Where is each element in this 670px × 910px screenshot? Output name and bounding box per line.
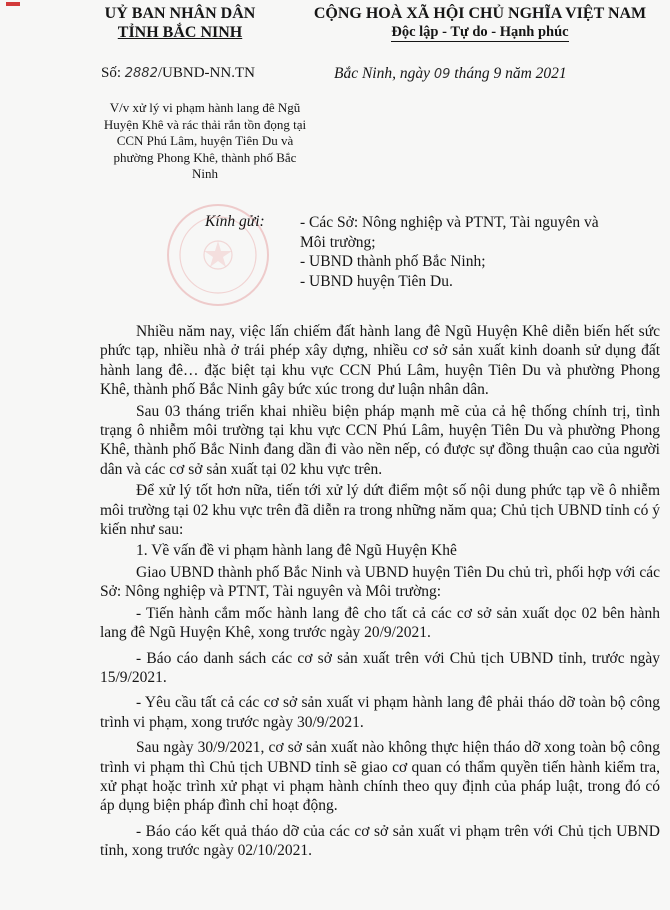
org-line-1: UỶ BAN NHÂN DÂN [104,5,256,22]
body-paragraph: - Tiến hành cắm mốc hành lang đê cho tất cả các cơ sở sản xuất dọc 02 bên hành lang đê Ngũ Huyện Khê, xong trước ngày 20/9/2021. [100,604,660,642]
body-paragraph: Sau 03 tháng triển khai nhiều biện pháp mạnh mẽ của cả hệ thống chính trị, tình trạng ô nhiễm môi trường tại khu vực CCN Phú Lâm, huyện Tiên Du và phường Phong Khê, thành phố Bắc Ninh đang dần đi vào nền nếp, có được sự đồng thuận cao của người dân và các cơ sở sản xuất tại 02 khu vực trên. [100,402,660,478]
document-date [334,65,567,83]
recipient-item: - Các Sở: Nông nghiệp và PTNT, Tài nguyên và [300,214,599,231]
corner-red-mark [6,2,20,6]
date-prefix: Bắc Ninh, ngày [334,65,430,82]
recipient-item: - UBND thành phố Bắc Ninh; [300,253,486,270]
nation-line-1: CỘNG HOÀ XÃ HỘI CHỦ NGHĨA VIỆT NAM [313,5,647,22]
body-paragraph: Nhiều năm nay, việc lấn chiếm đất hành lang đê Ngũ Huyện Khê diễn biến hết sức phức tạp, nhiều nhà ở trái phép xây dựng, nhiều cơ sở sản xuất kinh doanh sử dụng đất hành lang đê… đặc biệt tại khu vực CCN Phú Lâm, huyện Tiên Du và phường Phong Khê, thành phố Bắc Ninh gây bức xúc trong dư luận nhân dân. [100,323,660,399]
body-paragraph: - Báo cáo danh sách các cơ sở sản xuất trên với Chủ tịch UBND tỉnh, trước ngày 15/9/2021. [100,649,660,686]
body-paragraph: Giao UBND thành phố Bắc Ninh và UBND huyện Tiên Du chủ trì, phối hợp với các Sở: Nông nghiệp và PTNT, Tài nguyên và Môi trường: [100,563,660,601]
recipient-item: Môi trường; [300,233,376,251]
body-paragraph: Sau ngày 30/9/2021, cơ sở sản xuất nào không thực hiện tháo dỡ xong toàn bộ công trình vi phạm thì Chủ tịch UBND tỉnh sẽ giao cơ quan có thẩm quyền tiến hành kiểm tra, xử phạt hoặc trình xử phạt vi phạm hành chính theo quy định của pháp luật, trong đó có áp dụng biện pháp đình chỉ hoạt động. [100,739,660,815]
recipients-label: Kính gửi: [205,213,265,230]
recipients-list [300,213,650,291]
issuing-authority [80,4,280,42]
body-paragraph: Để xử lý tốt hơn nữa, tiến tới xử lý dứt điểm một số nội dung phức tạp về ô nhiễm môi trường tại 02 khu vực trên đã diễn ra trong những năm qua; Chủ tịch UBND tỉnh có ý kiến như sau: [100,482,660,539]
doc-number-prefix: Số: [101,65,122,81]
subject-summary: V/v xử lý vi phạm hành lang đê Ngũ Huyện Khê và rác thải rắn tồn đọng tại CCN Phú Lâm, huyện Tiên Du và phường Phong Khê, thành phố Bắc Ninh [103,100,307,181]
doc-number-suffix: /UBND-NN.TN [157,65,255,81]
date-suffix: tháng 9 năm 2021 [454,65,567,82]
doc-number-handwritten: 2882 [124,66,158,81]
date-day-handwritten: 09 [433,67,451,82]
body-paragraph: - Yêu cầu tất cả các cơ sở sản xuất vi phạm hành lang đê phải tháo dỡ toàn bộ công trình vi phạm, xong trước ngày 30/9/2021. [100,694,660,731]
nation-line-2: Độc lập - Tự do - Hạnh phúc [391,24,569,40]
body-paragraph: - Báo cáo kết quả tháo dỡ của các cơ sở sản xuất vi phạm trên với Chủ tịch UBND tỉnh, xong trước ngày 02/10/2021. [100,822,660,860]
document-body [100,322,660,863]
recipient-item: - UBND huyện Tiên Du. [300,272,453,290]
org-line-2: TỈNH BẮC NINH [117,24,243,41]
section-heading: 1. Về vấn đề vi phạm hành lang đê Ngũ Huyện Khê [136,542,457,560]
document-number [101,65,255,82]
national-motto [300,4,660,42]
